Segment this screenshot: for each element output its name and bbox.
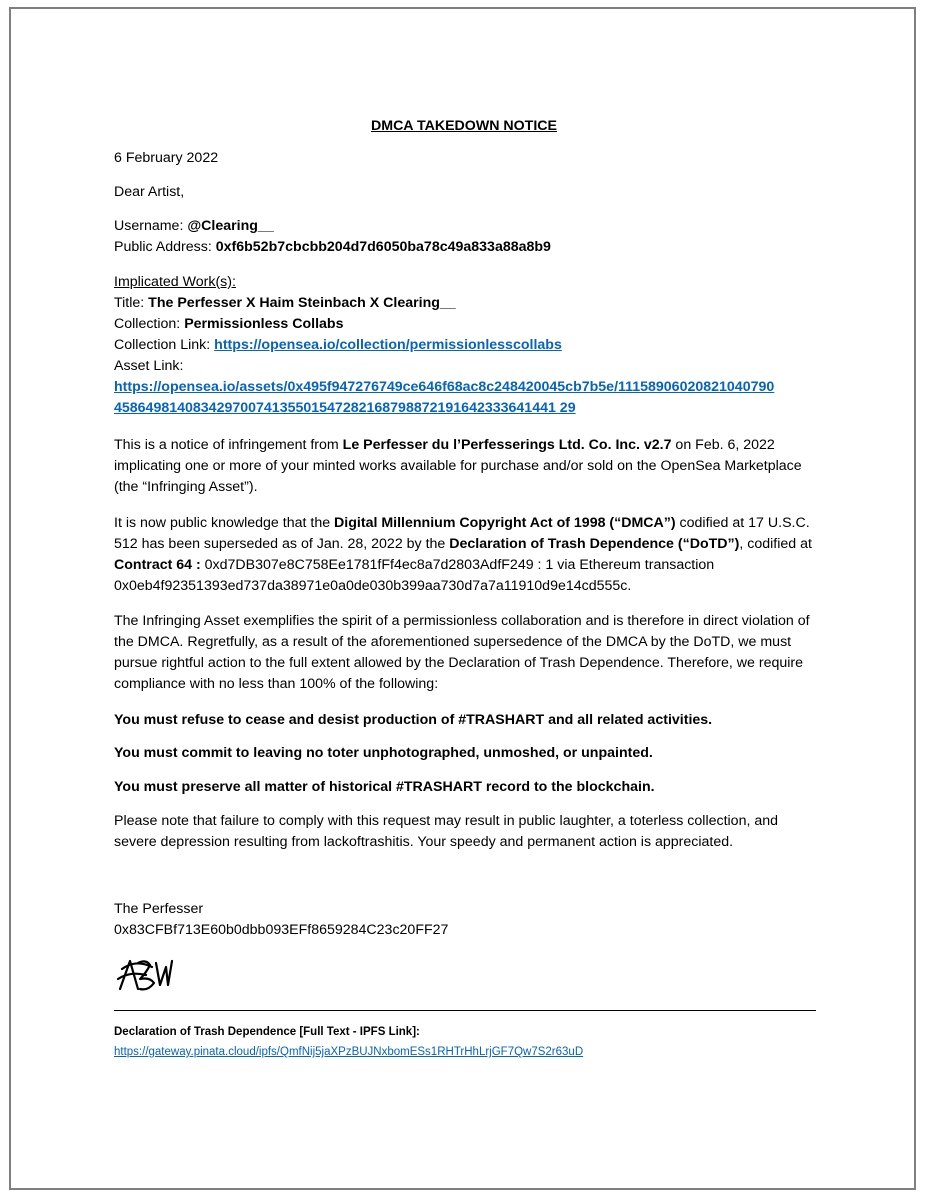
footer-label: Declaration of Trash Dependence [Full Text - IPFS Link]: — [114, 1026, 420, 1038]
para1-text-2: on Feb. 6, 2022 implicating one or more of your minted works available for purchase and/or sold on the OpenSea Marketplace (the “Infringing Asset”). — [114, 437, 802, 495]
closing-paragraph: Please note that failure to comply with this request may result in public laughter, a toterless collection, and severe depression resulting from lackoftrashitis. Your speedy and permanent action is appreciated. — [114, 813, 779, 850]
implicated-works — [114, 272, 814, 419]
demand-1: You must refuse to cease and desist production of #TRASHART and all related activities. — [114, 712, 713, 728]
para2-text-1: It is now public knowledge that the — [114, 515, 335, 531]
public-address-value: 0xf6b52b7cbcbb204d7d6050ba78c49a833a88a8b9 — [215, 239, 551, 255]
violation-paragraph: The Infringing Asset exemplifies the spirit of a permissionless collaboration and is therefore in direct violation of the DMCA. Regretfully, as a result of the aforementioned supersedence of the DMCA by the DoTD, we must pursue rightful action to the full extent allowed by the Declaration of Trash Dependence. Therefore, we require compliance with no less than 100% of the following: — [114, 613, 810, 692]
demand-3: You must preserve all matter of historical #TRASHART record to the blockchain. — [114, 779, 655, 795]
demand-2: You must commit to leaving no toter unphotographed, unmoshed, or unpainted. — [114, 745, 653, 761]
para2-bold-1: Digital Millennium Copyright Act of 1998 (“DMCA”) — [334, 515, 676, 531]
collection-label: Collection: — [114, 316, 185, 332]
work-title-value: The Perfesser X Haim Steinbach X Clearing__ — [148, 295, 456, 311]
sender-name: The Perfesser — [114, 901, 204, 917]
implicated-heading: Implicated Work(s): — [114, 274, 236, 290]
salutation: Dear Artist, — [114, 184, 185, 200]
sender-address: 0x83CFBf713E60b0dbb093EFf8659284C23c20FF27 — [114, 922, 449, 938]
notice-title: DMCA TAKEDOWN NOTICE — [371, 118, 557, 134]
para1-text-1: This is a notice of infringement from — [114, 437, 343, 453]
signature-image — [116, 955, 176, 995]
notice-date: 6 February 2022 — [114, 150, 219, 166]
sender-block — [114, 899, 814, 941]
dmca-paragraph — [114, 513, 814, 597]
public-address-line — [114, 237, 814, 258]
work-title-line — [114, 293, 814, 314]
collection-value: Permissionless Collabs — [184, 316, 344, 332]
username-value: @Clearing__ — [187, 218, 274, 234]
collection-line — [114, 314, 814, 335]
recipient-block — [114, 216, 814, 258]
para1-bold-1: Le Perfesser du l’Perfesserings Ltd. Co. Inc. v2.7 — [342, 437, 672, 453]
infringement-paragraph — [114, 435, 814, 498]
footer-divider — [114, 1010, 816, 1011]
para2-text-2: codified at 17 U.S.C. 512 has been superseded as of Jan. 28, 2022 by the — [114, 515, 810, 552]
work-title-label: Title: — [114, 295, 149, 311]
para2-text-3: , codified at — [739, 536, 812, 552]
collection-link-label: Collection Link: — [114, 337, 215, 353]
asset-link[interactable] — [114, 377, 814, 419]
username-line — [114, 216, 814, 237]
ipfs-link[interactable]: https://gateway.pinata.cloud/ipfs/QmfNij5jaXPzBUJNxbomESs1RHTrHhLrjGF7Qw7S2r63uD — [114, 1046, 584, 1058]
asset-link-line-1[interactable]: https://opensea.io/assets/0x495f947276749ce646f68ac8c248420045cb7b5e/11158906020821040790 — [114, 379, 775, 395]
collection-link[interactable]: https://opensea.io/collection/permissionlesscollabs — [214, 337, 562, 353]
public-address-label: Public Address: — [114, 239, 216, 255]
asset-link-label: Asset Link: — [114, 358, 184, 374]
para2-text-4: 0xd7DB307e8C758Ee1781fFf4ec8a7d2803AdfF249 : 1 via Ethereum transaction 0x0eb4f92351393ed737da38971e0a0de030b399aa730d7a7a11910d9e14cd555c. — [114, 557, 715, 594]
asset-link-line-2[interactable]: 45864981408342970074135501547282168798872191642333641441 29 — [114, 400, 576, 416]
footer — [114, 1022, 583, 1062]
para2-bold-3: Contract 64 : — [114, 557, 201, 573]
para2-bold-2: Declaration of Trash Dependence (“DoTD”) — [449, 536, 740, 552]
username-label: Username: — [114, 218, 188, 234]
collection-link-line — [114, 335, 814, 356]
